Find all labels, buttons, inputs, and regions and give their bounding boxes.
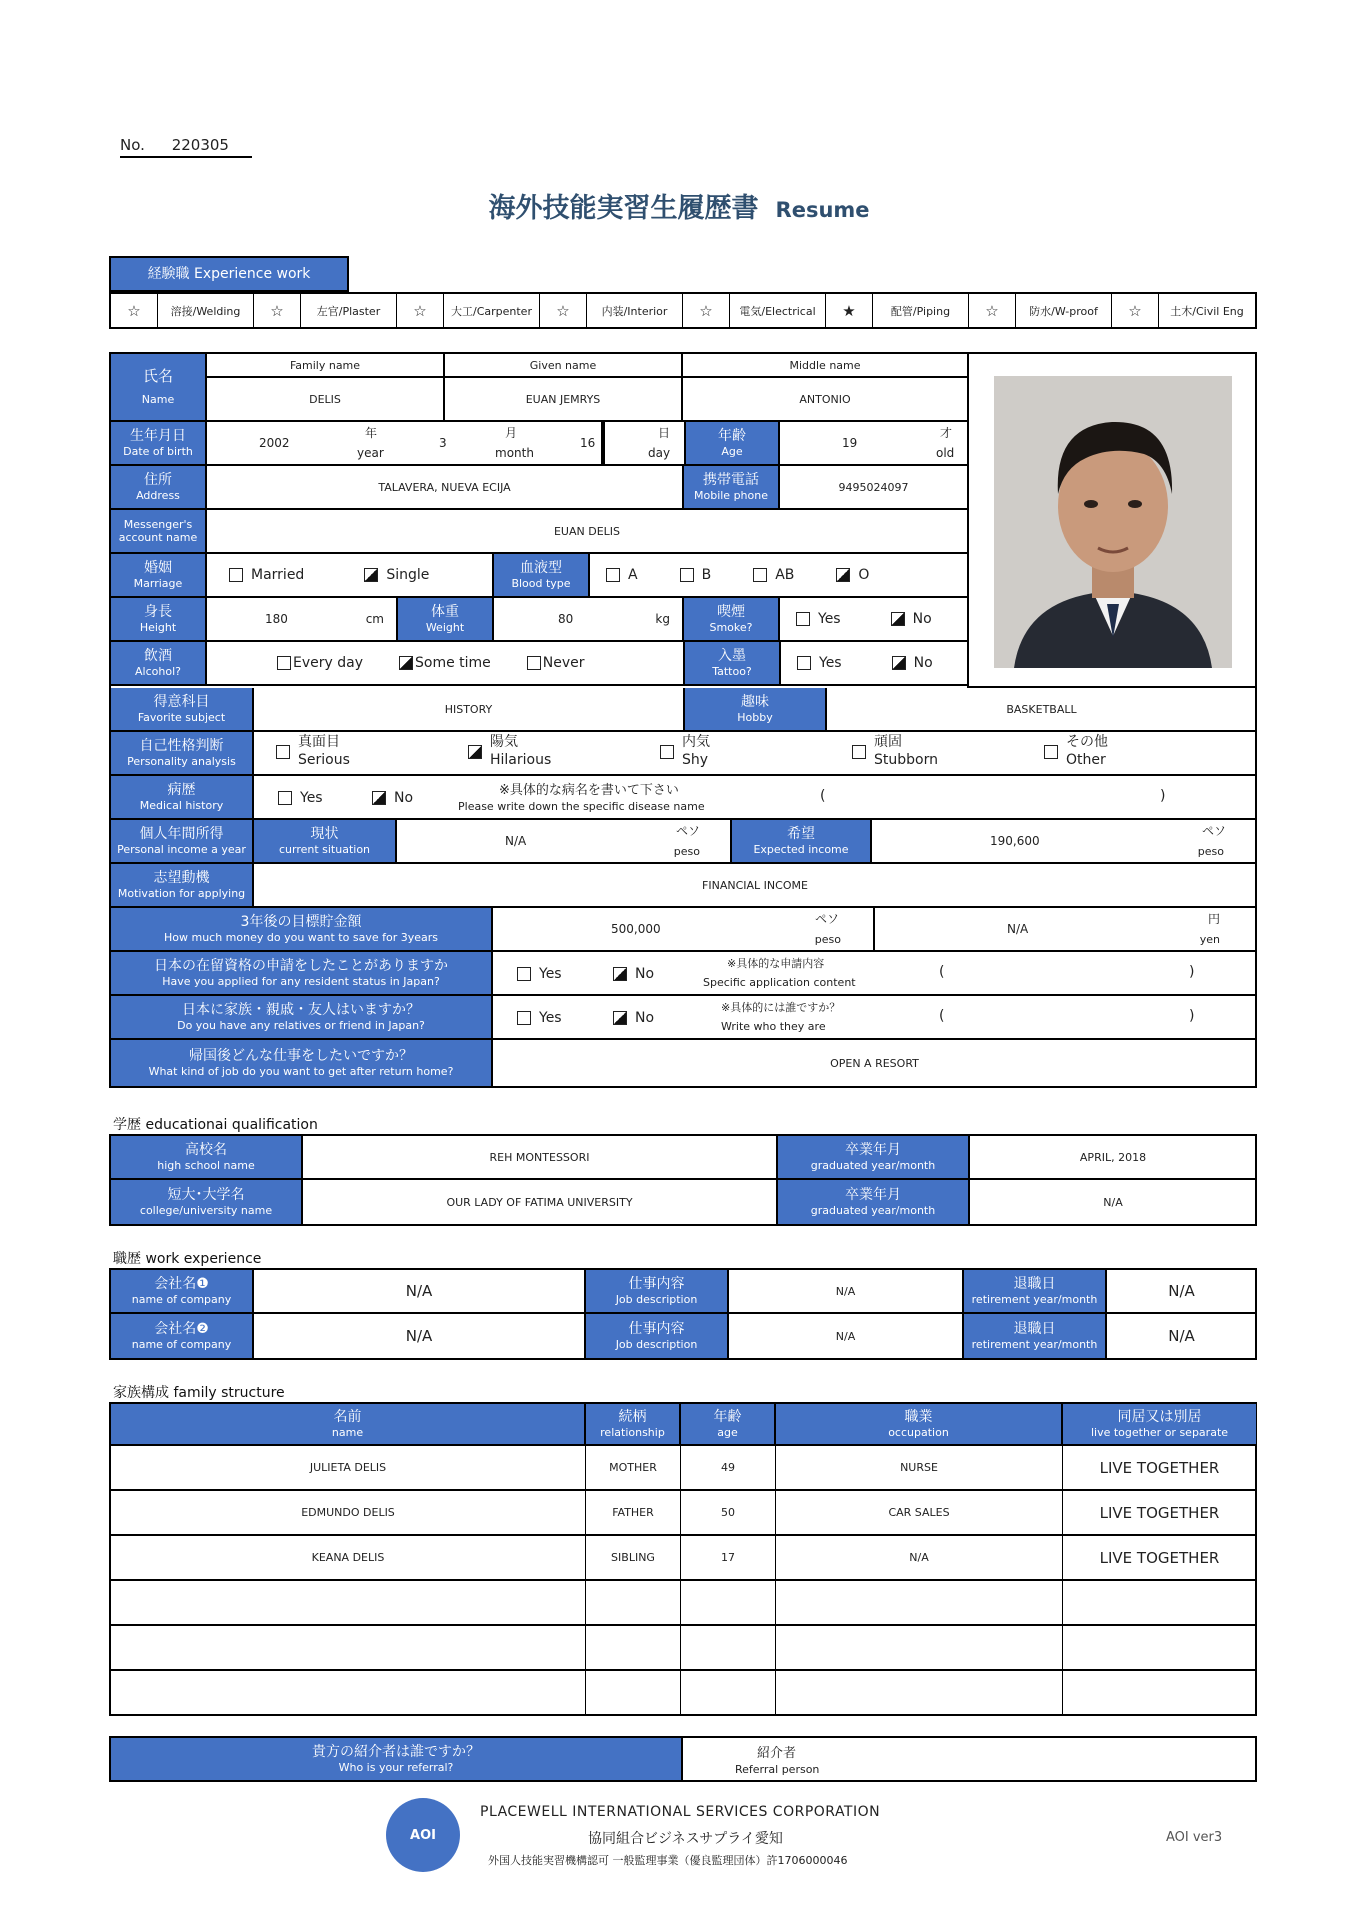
work-value-ret: N/A — [1168, 1327, 1195, 1345]
experience-star-0[interactable]: ☆ — [111, 294, 158, 327]
family-cell-job — [776, 1671, 1063, 1716]
family-header-cell — [776, 1404, 1063, 1444]
checkbox-icon — [852, 745, 866, 759]
savings-row: 3年後の目標貯金額 How much money do you want to save for 3years 500,000 ペソ peso N/A 円 yen — [111, 908, 1256, 952]
family-cell-rel: MOTHER — [586, 1446, 681, 1489]
single-checkbox[interactable]: Single — [364, 567, 429, 583]
alcohol-sometime-checkbox[interactable]: Some time — [399, 655, 491, 671]
work-row-0 — [111, 1270, 1256, 1314]
doc-number-label: No. — [120, 136, 145, 154]
work-label-jp: 会社名❷ — [154, 1321, 209, 1337]
work-label — [111, 1314, 254, 1358]
title-en: Resume — [775, 198, 870, 222]
experience-label-5: 配管/Piping — [873, 294, 969, 327]
college-row: 短大･大学名 college/university name OUR LADY OF FATIMA UNIVERSITY 卒業年月 graduated year/month N/A — [111, 1180, 1256, 1224]
family-cell-live — [1063, 1581, 1256, 1624]
family-header-cell — [111, 1404, 586, 1444]
current-income-value: N/A — [505, 834, 527, 848]
personality-en: Other — [1066, 751, 1106, 768]
work-value-job: N/A — [729, 1314, 964, 1358]
title-jp: 海外技能実習生履歴書 — [488, 193, 759, 224]
family-cell-age — [681, 1581, 776, 1624]
family-cell-name — [111, 1671, 586, 1716]
family-header-en: live together or separate — [1090, 1425, 1229, 1439]
experience-star-5[interactable]: ★ — [826, 294, 873, 327]
mobile-value: 9495024097 — [838, 480, 909, 494]
hobby-value: BASKETBALL — [1006, 702, 1077, 716]
personality-en: Serious — [298, 751, 350, 768]
work-label-jp: 退職日 — [1013, 1276, 1056, 1292]
resident-row: 日本の在留資格の申請をしたことがありますか Have you applied for any resident status in Japan? Yes No ※具体的な申請内容 Specific application content ( ) — [111, 952, 1256, 996]
family-header-jp: 名前 — [333, 1409, 362, 1425]
work-label-jp: 会社名❶ — [154, 1276, 209, 1292]
smoke-yes-checkbox[interactable]: Yes — [796, 611, 841, 627]
work-row-1 — [111, 1314, 1256, 1358]
personality-en: Hilarious — [490, 751, 552, 768]
marriage-row: 婚姻 Marriage Married Single 血液型 Blood type A B AB O — [111, 554, 967, 598]
personality-option-0[interactable] — [276, 734, 350, 769]
personality-row: 自己性格判断 Personality analysis 真面目 Serious 陽気 Hilarious 内気 Shy 頑固 Stubborn その他 Other — [111, 732, 1256, 776]
savings-peso-value: 500,000 — [611, 922, 661, 936]
personality-jp: 頑固 — [874, 734, 902, 750]
given-name-value: EUAN JEMRYS — [445, 378, 683, 420]
experience-label-7: 土木/Civil Eng — [1170, 304, 1244, 318]
family-header-jp: 続柄 — [618, 1409, 647, 1425]
smoke-no-checkbox[interactable]: No — [891, 611, 932, 627]
checkbox-icon — [1044, 745, 1058, 759]
work-label-jp: 仕事内容 — [628, 1276, 685, 1292]
expected-income-value: 190,600 — [990, 834, 1040, 848]
personality-option-1[interactable] — [468, 734, 551, 769]
family-cell-rel: SIBLING — [586, 1536, 681, 1579]
messenger-value: EUAN DELIS — [553, 524, 621, 538]
family-header-jp: 年齢 — [713, 1409, 742, 1425]
family-header-jp: 同居又は別居 — [1117, 1409, 1202, 1425]
blood-b-checkbox[interactable]: B — [680, 567, 712, 583]
work-value-company: N/A — [254, 1314, 586, 1358]
family-row — [111, 1536, 1256, 1581]
personality-en: Shy — [682, 751, 709, 768]
family-cell-live: LIVE TOGETHER — [1099, 1503, 1220, 1522]
experience-label-3: 内装/Interior — [587, 294, 683, 327]
experience-label-2: 大工/Carpenter — [444, 294, 540, 327]
referral-block: 貴方の紹介者は誰ですか？ Who is your referral? 紹介者 Referral person — [109, 1736, 1257, 1782]
work-label — [964, 1314, 1107, 1358]
birth-month: 3 — [439, 436, 447, 450]
family-cell-name: KEANA DELIS — [111, 1536, 586, 1579]
family-cell-live: LIVE TOGETHER — [1099, 1548, 1220, 1567]
doc-number-value: 220305 — [171, 136, 229, 154]
personality-jp: その他 — [1066, 734, 1108, 750]
work-label-jp: 仕事内容 — [628, 1321, 685, 1337]
alcohol-row: 飲酒 Alcohol? Every day Some time Never 入墨 Tattoo? Yes No — [111, 642, 967, 686]
experience-label-0: 溶接/Welding — [158, 294, 254, 327]
experience-star-1[interactable]: ☆ — [254, 294, 301, 327]
messenger-row: Messenger's account name EUAN DELIS — [111, 510, 967, 554]
family-row — [111, 1626, 1256, 1671]
medical-note-en: Please write down the specific disease name — [458, 800, 705, 813]
footer-license: 外国人技能実習機構認可 一般監理事業（優良監理団体）許1706000046 — [488, 1854, 848, 1867]
married-checkbox[interactable]: Married — [229, 567, 304, 583]
experience-row — [109, 292, 1257, 329]
birth-row: 生年月日 Date of birth 2002 年 year 3 月 month — [111, 422, 967, 466]
family-header-row — [111, 1404, 1256, 1446]
subject-value: HISTORY — [254, 688, 685, 730]
family-cell-name — [111, 1626, 586, 1669]
footer-version: AOI ver3 — [1166, 1830, 1223, 1845]
resident-yes-checkbox[interactable]: Yes — [517, 966, 562, 982]
work-label-jp: 退職日 — [1013, 1321, 1056, 1337]
family-name-label: Family name — [207, 354, 445, 376]
address-value: TALAVERA, NUEVA ECIJA — [207, 466, 684, 508]
family-cell-name — [111, 1581, 586, 1624]
family-cell-name: EDMUNDO DELIS — [111, 1491, 586, 1534]
savings-yen-value: N/A — [1007, 922, 1029, 936]
footer-company: PLACEWELL INTERNATIONAL SERVICES CORPORATION — [480, 1804, 881, 1820]
work-label — [586, 1314, 729, 1358]
medical-row: 病歴 Medical history Yes No ※具体的な病名を書いて下さい Please write down the specific disease name ( ) — [111, 776, 1256, 820]
family-cell-rel — [586, 1581, 681, 1624]
given-name-label: Given name — [445, 354, 683, 376]
future-job-value: OPEN A RESORT — [830, 1056, 919, 1070]
middle-name-value: ANTONIO — [799, 392, 851, 406]
personality-jp: 内気 — [682, 734, 710, 750]
tattoo-no-checkbox[interactable]: No — [892, 655, 933, 671]
age-value: 19 — [842, 436, 858, 450]
experience-label-4: 電気/Electrical — [730, 294, 826, 327]
experience-star-4[interactable]: ☆ — [683, 294, 730, 327]
personality-option-3[interactable] — [852, 734, 938, 769]
work-label-en: Job description — [615, 1337, 698, 1351]
experience-header: 経験職 Experience work — [109, 256, 349, 292]
family-header-en: occupation — [888, 1425, 949, 1439]
family-cell-job: N/A — [776, 1536, 1063, 1579]
family-row — [111, 1671, 1256, 1716]
family-row — [111, 1446, 1256, 1491]
family-row — [111, 1581, 1256, 1626]
experience-label-6: 防水/W-proof — [1016, 294, 1112, 327]
doc-number — [120, 136, 252, 158]
motivation-row: 志望動機 Motivation for applying FINANCIAL INCOME — [111, 864, 1256, 908]
personality-jp: 真面目 — [298, 734, 340, 750]
alcohol-everyday-checkbox[interactable]: Every day — [277, 655, 363, 671]
birth-label: 生年月日 Date of birth — [111, 422, 207, 464]
family-header-cell — [1063, 1404, 1256, 1444]
family-cell-age — [681, 1626, 776, 1669]
subject-row: 得意科目 Favorite subject HISTORY 趣味 Hobby BASKETBALL — [111, 688, 1256, 732]
high-school-grad: APRIL, 2018 — [1079, 1150, 1147, 1164]
work-value-ret: N/A — [1168, 1282, 1195, 1300]
relatives-yes-checkbox[interactable]: Yes — [517, 1010, 562, 1026]
checkbox-icon — [660, 745, 674, 759]
experience-star-6[interactable]: ☆ — [969, 294, 1016, 327]
footer-coop: 協同組合ビジネスサプライ愛知 — [588, 1831, 783, 1847]
height-row: 身長 Height 180 cm 体重 Weight 80 kg 喫煙 Smoke? Yes No — [111, 598, 967, 642]
experience-star-2[interactable]: ☆ — [397, 294, 444, 327]
work-title: 職歴 work experience — [113, 1251, 262, 1267]
name-section — [111, 354, 967, 422]
family-header-jp: 職業 — [904, 1409, 933, 1425]
medical-no-checkbox[interactable]: No — [372, 790, 413, 806]
weight-value: 80 — [558, 612, 574, 626]
family-row — [111, 1491, 1256, 1536]
family-title: 家族構成 family structure — [113, 1385, 285, 1401]
alcohol-never-checkbox[interactable]: Never — [527, 655, 585, 671]
experience-star-7[interactable]: ☆ — [1112, 294, 1159, 327]
work-label — [586, 1270, 729, 1312]
family-header-en: relationship — [600, 1425, 665, 1439]
blood-a-checkbox[interactable]: A — [606, 567, 638, 583]
work-label-en: retirement year/month — [971, 1292, 1098, 1306]
income-row: 個人年間所得 Personal income a year 現状 current situation N/A ペソ peso 希望 Expected income 190,600 ペソ peso — [111, 820, 1256, 864]
applicant-photo — [994, 376, 1232, 668]
personality-jp: 陽気 — [490, 734, 518, 750]
tattoo-yes-checkbox[interactable]: Yes — [797, 655, 842, 671]
family-cell-age — [681, 1671, 776, 1716]
family-cell-job: NURSE — [776, 1446, 1063, 1489]
work-value-company: N/A — [254, 1270, 586, 1312]
relatives-no-checkbox[interactable]: No — [613, 1010, 654, 1026]
family-header-en: name — [331, 1425, 364, 1439]
family-cell-live: LIVE TOGETHER — [1099, 1458, 1220, 1477]
blood-o-checkbox[interactable]: O — [836, 567, 869, 583]
experience-label-1: 左官/Plaster — [301, 294, 397, 327]
name-label: 氏名 Name — [111, 354, 207, 420]
resident-no-checkbox[interactable]: No — [613, 966, 654, 982]
personality-en: Stubborn — [874, 751, 938, 768]
family-cell-rel — [586, 1626, 681, 1669]
family-cell-job — [776, 1581, 1063, 1624]
family-cell-live — [1063, 1671, 1256, 1716]
address-row: 住所 Address TALAVERA, NUEVA ECIJA 携帯電話 Mobile phone 9495024097 — [111, 466, 967, 510]
medical-note-jp: ※具体的な病名を書いて下さい — [499, 783, 679, 798]
birth-day-cell: 16 日 day — [580, 426, 671, 460]
family-cell-age: 17 — [681, 1536, 776, 1579]
page-title — [0, 186, 1358, 225]
family-cell-job — [776, 1626, 1063, 1669]
relatives-row: 日本に家族・親戚・友人はいますか？ Do you have any relatives or friend in Japan? Yes No ※具体的には誰ですか？ Write who they are ( ) — [111, 996, 1256, 1040]
family-cell-rel: FATHER — [586, 1491, 681, 1534]
family-cell-age: 50 — [681, 1491, 776, 1534]
high-school-value: REH MONTESSORI — [303, 1136, 778, 1178]
work-label-en: name of company — [131, 1292, 232, 1306]
family-cell-live — [1063, 1626, 1256, 1669]
work-label — [964, 1270, 1107, 1312]
future-job-row: 帰国後どんな仕事をしたいですか？ What kind of job do you want to get after return home? OPEN A RESORT — [111, 1040, 1256, 1086]
motivation-value: FINANCIAL INCOME — [702, 878, 808, 892]
age-cell: 年齢 Age 19 才 old — [684, 422, 967, 464]
family-header-cell — [681, 1404, 776, 1444]
college-value: OUR LADY OF FATIMA UNIVERSITY — [303, 1180, 778, 1224]
checkbox-icon — [276, 745, 290, 759]
middle-name-label: Middle name — [789, 358, 861, 372]
family-cell-job: CAR SALES — [776, 1491, 1063, 1534]
family-cell-rel — [586, 1671, 681, 1716]
work-label-en: Job description — [615, 1292, 698, 1306]
work-label — [111, 1270, 254, 1312]
experience-star-3[interactable]: ☆ — [540, 294, 587, 327]
work-label-en: name of company — [131, 1337, 232, 1351]
family-header-en: age — [717, 1425, 738, 1439]
education-title: 学歴 educationai qualification — [113, 1117, 318, 1133]
family-cell-age: 49 — [681, 1446, 776, 1489]
checkbox-icon — [468, 745, 482, 759]
blood-ab-checkbox[interactable]: AB — [753, 567, 794, 583]
medical-yes-checkbox[interactable]: Yes — [278, 790, 323, 806]
personality-option-2[interactable] — [660, 734, 710, 769]
family-cell-name: JULIETA DELIS — [111, 1446, 586, 1489]
college-grad: N/A — [1103, 1195, 1123, 1209]
work-label-en: retirement year/month — [971, 1337, 1098, 1351]
height-value: 180 — [265, 612, 288, 626]
birth-year: 2002 — [259, 436, 290, 450]
aoi-logo: AOI — [386, 1798, 460, 1872]
work-value-job: N/A — [729, 1270, 964, 1312]
personality-option-4[interactable] — [1044, 734, 1108, 769]
high-school-row: 高校名 high school name REH MONTESSORI 卒業年月 graduated year/month APRIL, 2018 — [111, 1136, 1256, 1180]
family-header-cell — [586, 1404, 681, 1444]
family-name-value: DELIS — [207, 378, 445, 420]
